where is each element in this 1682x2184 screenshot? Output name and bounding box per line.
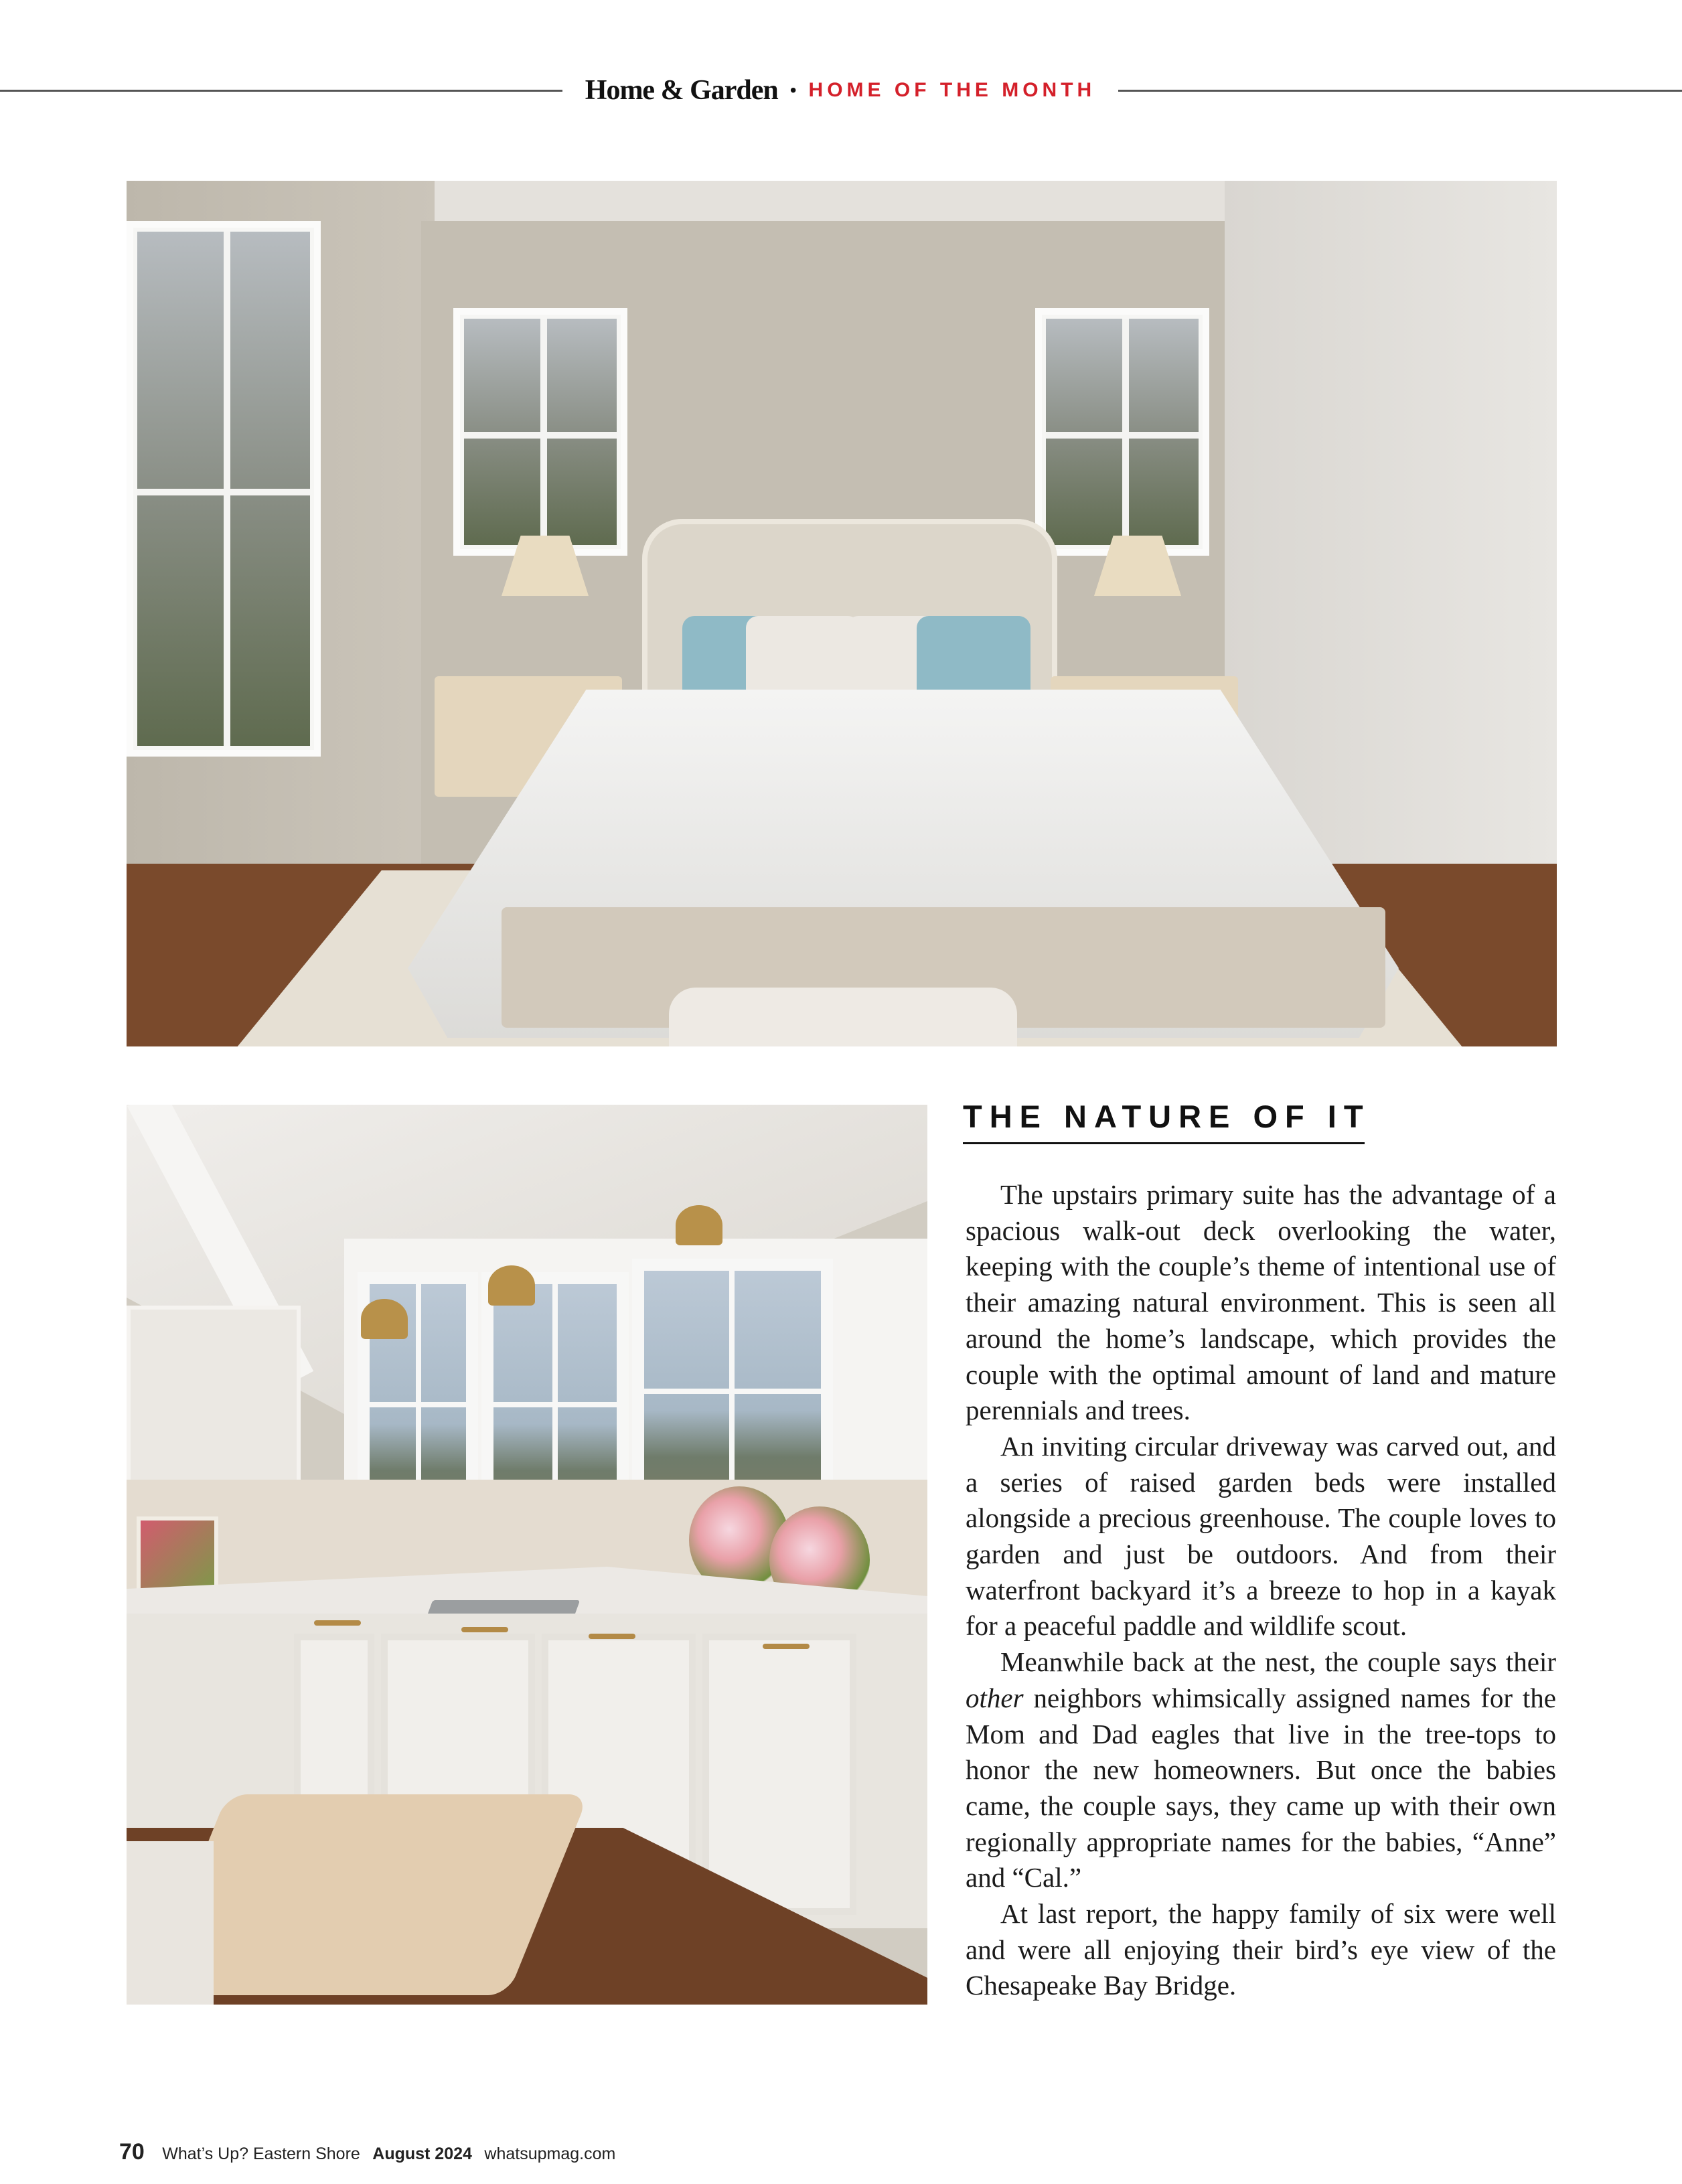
page-footer (119, 2139, 615, 2165)
website-url: whatsupmag.com (484, 2144, 616, 2163)
kitchen-photo (127, 1105, 927, 2005)
issue-date: August 2024 (372, 2144, 472, 2163)
island-corner (127, 1841, 214, 2005)
sconce-lamp (676, 1205, 722, 1245)
article-paragraph: An inviting circular driveway was carved out, and a series of raised garden beds were installed alongside a precious greenhouse. The couple loves to garden and just be outdoors. And from their waterfront backyard it’s a breeze to hop in a kayak for a peaceful paddle and wildlife scout. (966, 1430, 1556, 1642)
bedroom-side-window (127, 221, 321, 757)
article-paragraph: At last report, the happy family of six were well and were all enjoying their bird’s eye view of the Chesapeake Bay Bridge. (966, 1898, 1556, 2001)
section-name: Home & Garden (585, 75, 778, 106)
header-rule-left (0, 90, 562, 92)
bedroom-window-left (453, 308, 627, 556)
header-separator: • (789, 80, 797, 100)
emphasis: other (966, 1682, 1024, 1713)
publication-name: What’s Up? Eastern Shore (162, 2144, 360, 2163)
article-body (966, 1177, 1556, 2004)
article-heading: THE NATURE OF IT (963, 1099, 1371, 1134)
bedroom-window-right (1035, 308, 1209, 556)
cabinet-handle (461, 1627, 508, 1632)
bedroom-photo (127, 181, 1557, 1046)
column-name: HOME OF THE MONTH (808, 79, 1096, 101)
cabinet-door (702, 1634, 856, 1915)
sconce-lamp (488, 1265, 535, 1306)
cabinet-handle (763, 1644, 810, 1649)
article-paragraph: The upstairs primary suite has the advantage of a spacious walk-out deck overlooking the water, keeping with the couple’s theme of intentional use of their amazing natural environment. This is seen all around the home’s landscape, which provides the couple with the optimal amount of land and mature perennials and trees. (966, 1179, 1556, 1426)
tufted-ottoman (669, 988, 1017, 1046)
sconce-lamp (361, 1299, 408, 1339)
cabinet-handle (589, 1634, 635, 1639)
running-header (562, 67, 1118, 114)
article-paragraph: Meanwhile back at the nest, the couple says their other neighbors whimsically assigned names for the Mom and Dad eagles that live in the tree-tops to honor the new homeowners. But once the babies came, the couple says, they came up with their own regionally appropriate names for the babies, “Anne” and “Cal.” (966, 1646, 1556, 1893)
cabinet-handle (314, 1620, 361, 1626)
page-number: 70 (119, 2139, 145, 2165)
header-rule-right (1118, 90, 1682, 92)
heading-underline (963, 1142, 1365, 1144)
